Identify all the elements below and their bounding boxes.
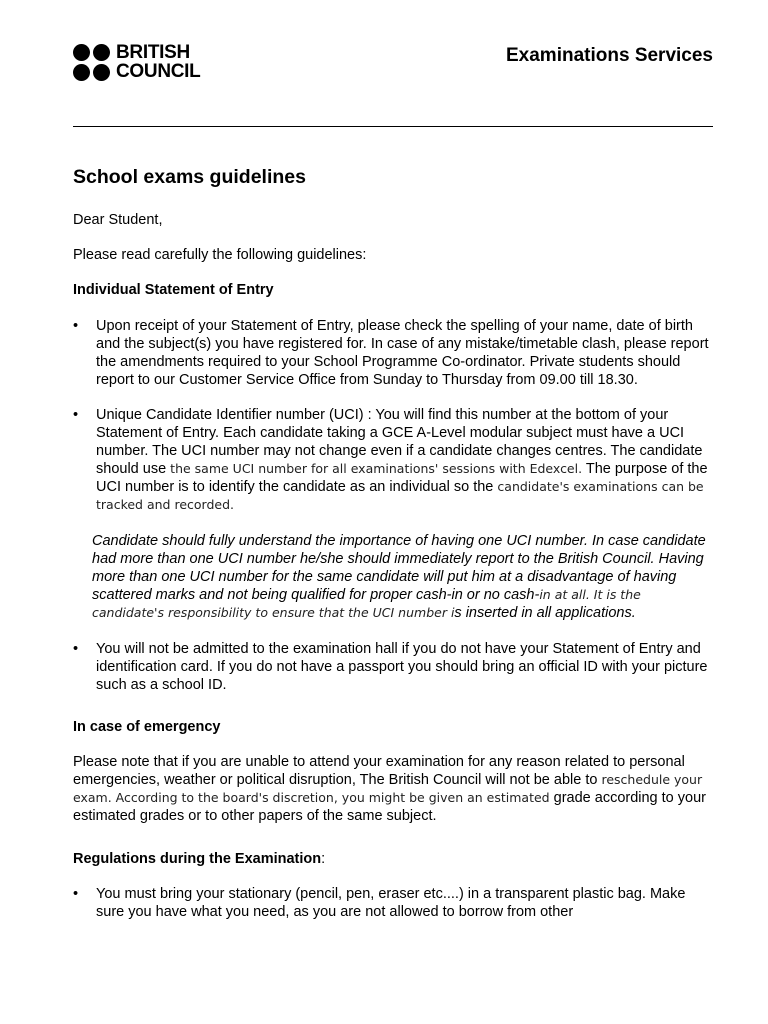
regulations-heading: Regulations during the Examination	[73, 851, 322, 867]
logo-dots-icon	[73, 44, 110, 81]
emergency-text-1: Please note that if you are unable to attend your examination for any reason related to personal emergencies, weather or political disruption, The British Council will not be able to	[73, 754, 685, 788]
entry-bullet-admission: • You will not be admitted to the examination hall if you do not have your Statement of Entry and identification card. If you do not have a passport you should bring an official ID with your picture such as a school ID.	[73, 640, 713, 694]
uci-text-2: the same UCI number for all examinations' sessions with Edexcel.	[170, 461, 583, 476]
emergency-text	[73, 753, 713, 825]
document-body	[73, 165, 713, 939]
uci-text-4: candidate's examinations can be tracked and recorded.	[96, 479, 704, 512]
note-text-3: s inserted in all applications.	[454, 605, 636, 621]
british-council-logo	[73, 43, 200, 81]
emergency-text-2: reschedule your exam. According to the board's discretion, you might be given an estimated	[73, 772, 703, 805]
emergency-text-3: grade according to your estimated grades or to other papers of the same subject.	[73, 790, 706, 824]
note-text-2: in at all. It is the candidate's responsibility to ensure that the UCI number i	[92, 587, 641, 620]
entry-bullet-uci	[73, 406, 713, 514]
regulations-heading-line	[73, 850, 713, 868]
logo-line1: BRITISH	[116, 42, 190, 63]
logo-line2: COUNCIL	[116, 61, 201, 82]
intro-text: Please read carefully the following guidelines:	[73, 247, 367, 263]
uci-importance-note	[73, 532, 713, 622]
regulations-heading-colon: :	[321, 851, 326, 867]
header-divider	[73, 126, 713, 127]
emergency-heading: In case of emergency	[73, 719, 221, 735]
page-title: School exams guidelines	[73, 166, 306, 188]
regulations-list	[73, 885, 713, 921]
greeting: Dear Student,	[73, 212, 163, 228]
entry-list	[73, 317, 713, 514]
entry-list-2	[73, 640, 713, 694]
department-title: Examinations Services	[506, 45, 713, 66]
note-text-1: Candidate should fully understand the importance of having one UCI number. In case candidate had more than one UCI number he/she should immediately report to the British Council. Having more than one UCI number for the same candidate will put him at a disadvantage of having scattered marks and not being qualified for proper cash-in or no cash-	[92, 533, 706, 603]
regulations-bullet-stationary: • You must bring your stationary (pencil, pen, eraser etc....) in a transparent plastic bag. Make sure you have what you need, as you are not allowed to borrow from other	[73, 885, 713, 921]
entry-bullet-statement: • Upon receipt of your Statement of Entry, please check the spelling of your name, date of birth and the subject(s) you have registered for. In case of any mistake/timetable clash, please report the amendments required to your School Programme Co-ordinator. Private students should report to our Customer Service Office from Sunday to Thursday from 09.00 till 18.30.	[73, 317, 713, 389]
entry-heading: Individual Statement of Entry	[73, 282, 274, 298]
uci-text-3: The purpose of the UCI number is to identify the candidate as an individual so the	[96, 461, 708, 495]
logo-wordmark	[116, 43, 200, 81]
uci-text-1: Unique Candidate Identifier number (UCI) : You will find this number at the bottom of your Statement of Entry. Each candidate taking a GCE A-Level modular subject must have a UCI number. The UCI number may not change even if a candidate changes centres. The candidate should use	[96, 407, 703, 477]
